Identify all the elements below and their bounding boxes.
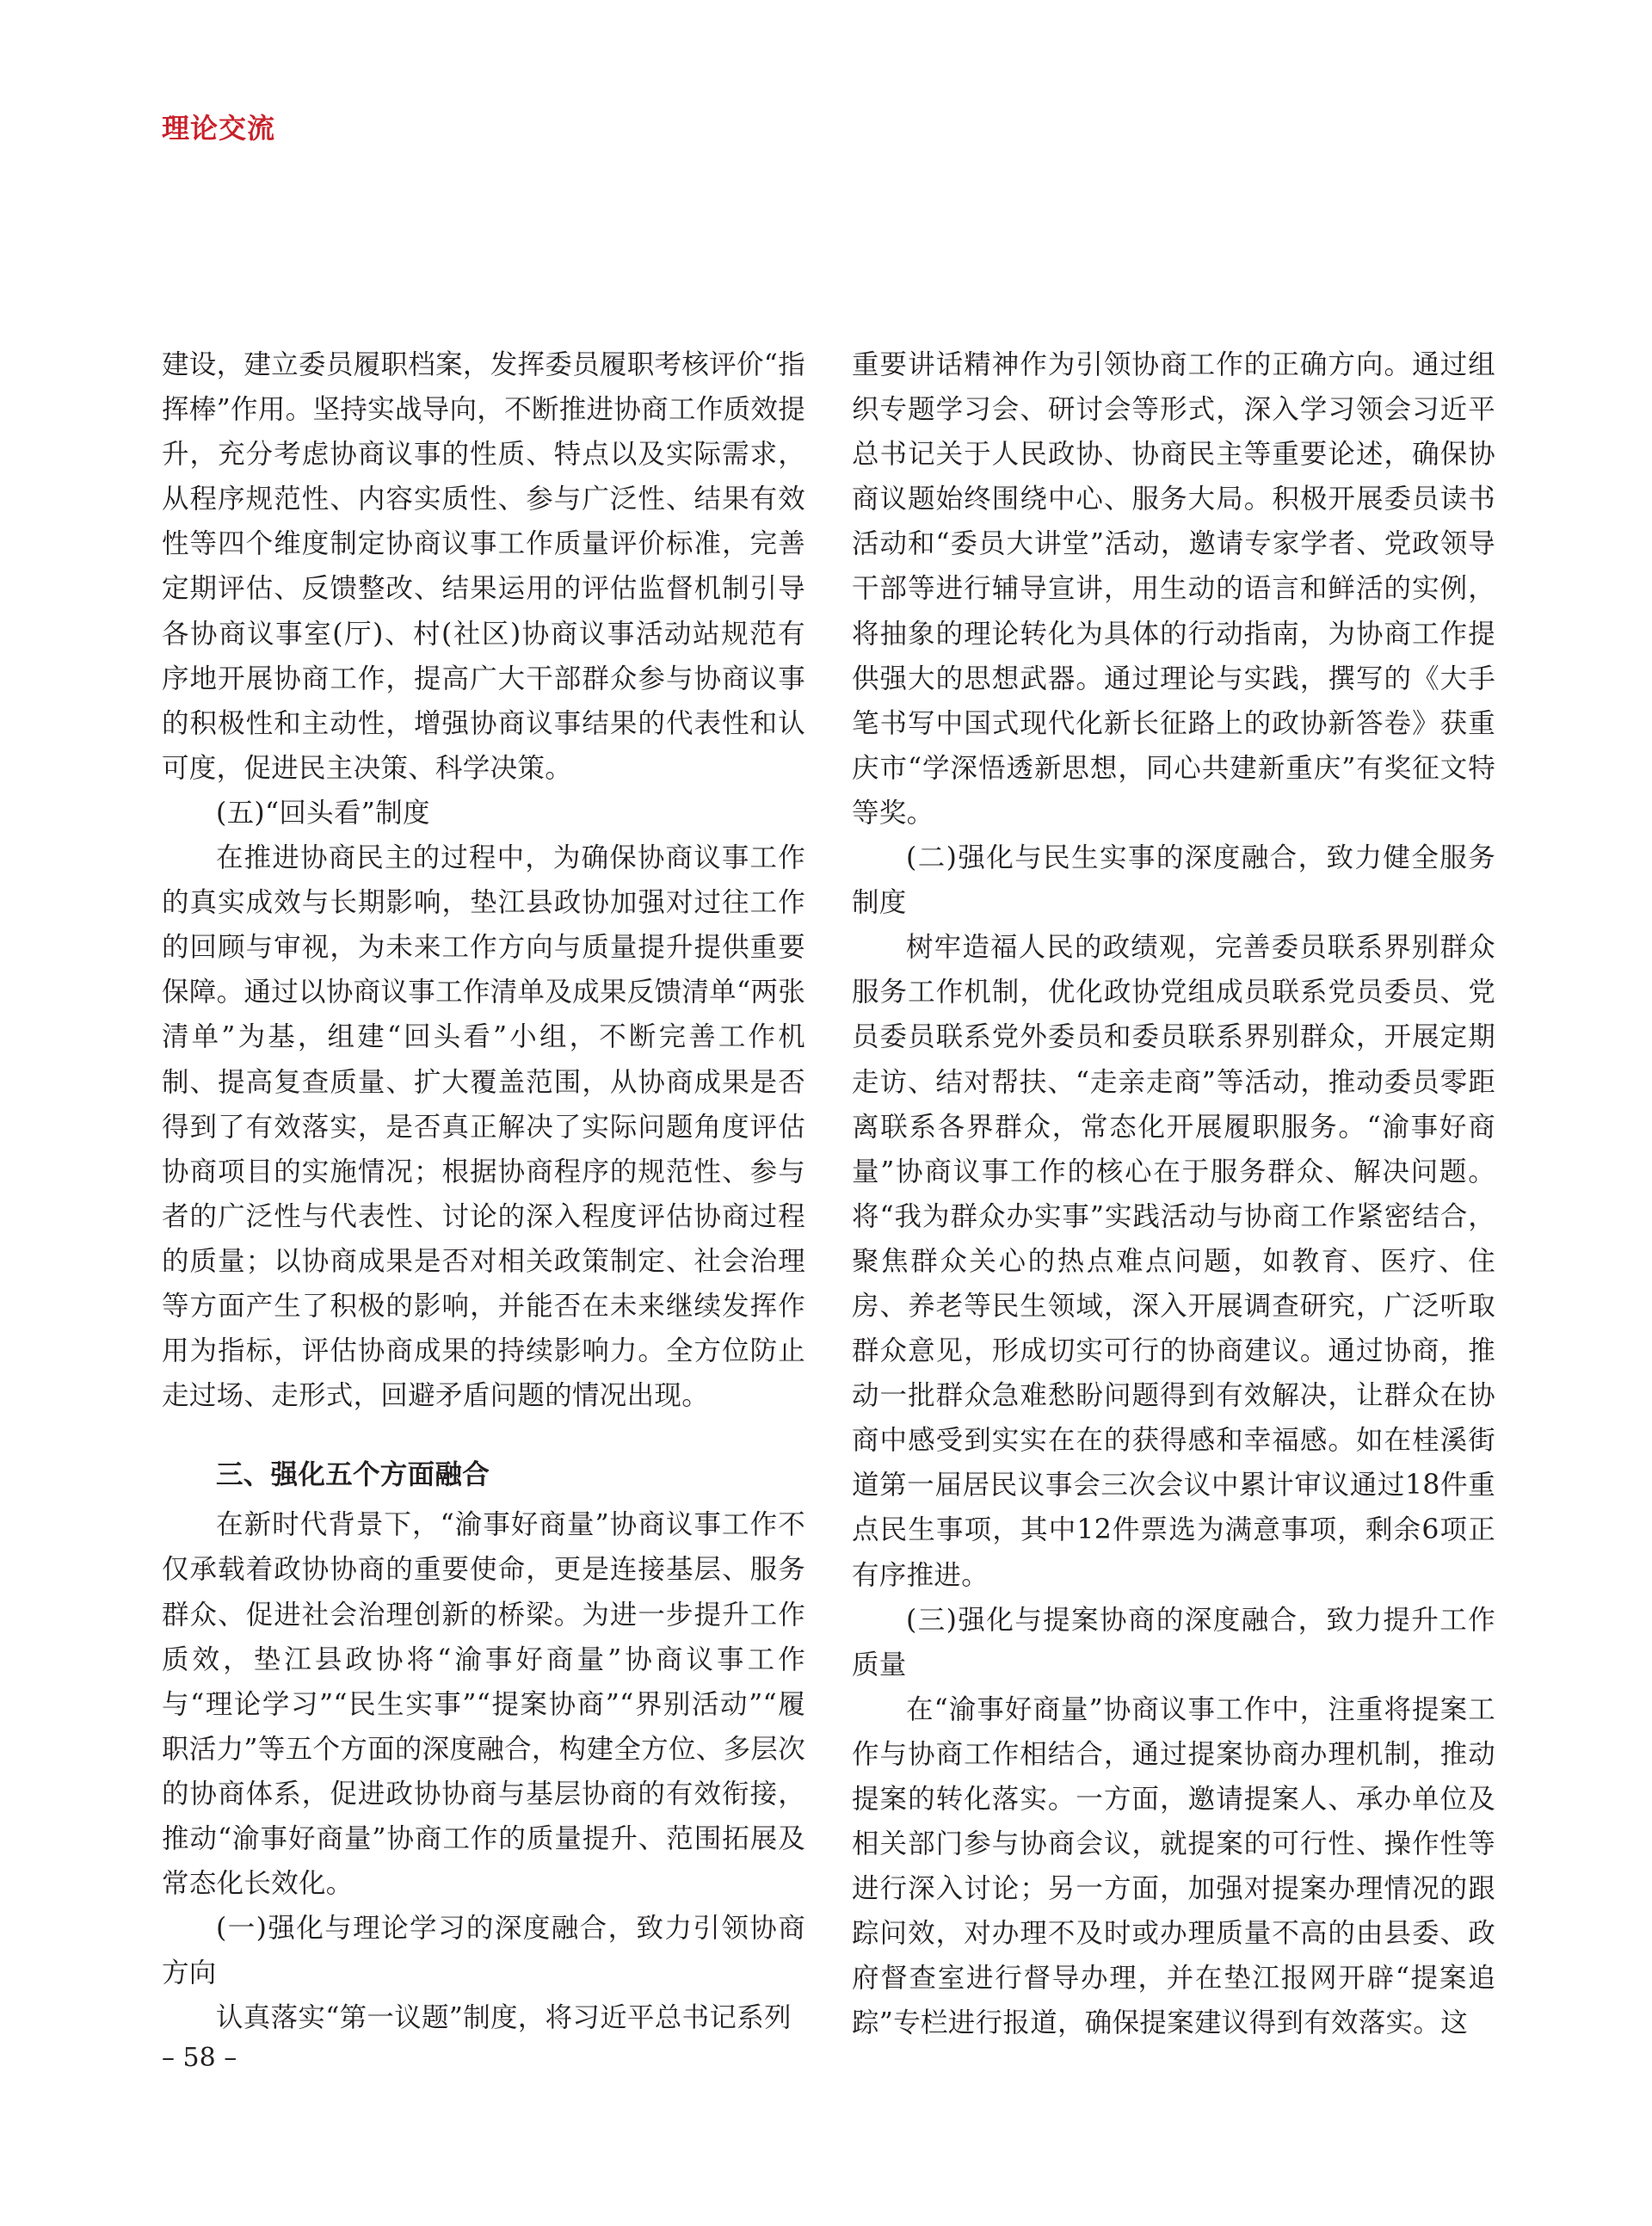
paragraph: 在推进协商民主的过程中，为确保协商议事工作的真实成效与长期影响，垫江县政协加强对过往工作的回顾与审视，为未来工作方向与质量提升提供重要保障。通过以协商议事工作清单及成果反馈清单“两张清单”为基，组建“回头看”小组，不断完善工作机制、提高复查质量、扩大覆盖范围，从协商成果是否得到了有效落实，是否真正解决了实际问题角度评估协商项目的实施情况；根据协商程序的规范性、参与者的广泛性与代表性、讨论的深入程度评估协商过程的质量；以协商成果是否对相关政策制定、社会治理等方面产生了积极的影响，并能否在未来继续发挥作用为指标，评估协商成果的持续影响力。全方位防止走过场、走形式，回避矛盾问题的情况出现。	[162, 842, 805, 1412]
subsection-heading: (五)“回头看”制度	[216, 797, 430, 829]
paragraph: 在“渝事好商量”协商议事工作中，注重将提案工作与协商工作相结合，通过提案协商办理机制，推动提案的转化落实。一方面，邀请提案人、承办单位及相关部门参与协商会议，就提案的可行性、操作性等进行深入讨论；另一方面，加强对提案办理情况的跟踪问效，对办理不及时或办理质量不高的由县委、政府督查室进行督导办理，并在垫江报网开辟“提案追踪”专栏进行报道，确保提案建议得到有效落实。这	[852, 1693, 1495, 2039]
paragraph: 认真落实“第一议题”制度，将习近平总书记系列	[216, 2002, 792, 2034]
subsection-heading: (三)强化与提案协商的深度融合，致力提升工作质量	[852, 1604, 1495, 1680]
left-column	[162, 342, 805, 2040]
section-heading: 三、强化五个方面融合	[216, 1459, 490, 1491]
subsection-heading: (一)强化与理论学习的深度融合，致力引领协商方向	[162, 1913, 805, 1989]
section-label: 理论交流	[162, 112, 276, 145]
paragraph: 重要讲话精神作为引领协商工作的正确方向。通过组织专题学习会、研讨会等形式，深入学习领会习近平总书记关于人民政协、协商民主等重要论述，确保协商议题始终围绕中心、服务大局。积极开展委员读书活动和“委员大讲堂”活动，邀请专家学者、党政领导干部等进行辅导宣讲，用生动的语言和鲜活的实例，将抽象的理论转化为具体的行动指南，为协商工作提供强大的思想武器。通过理论与实践，撰写的《大手笔书写中国式现代化新长征路上的政协新答卷》获重庆市“学深悟透新思想，同心共建新重庆”有奖征文特等奖。	[852, 349, 1495, 829]
paragraph: 建设，建立委员履职档案，发挥委员履职考核评价“指挥棒”作用。坚持实战导向，不断推进协商工作质效提升，充分考虑协商议事的性质、特点以及实际需求，从程序规范性、内容实质性、参与广泛性、结果有效性等四个维度制定协商议事工作质量评价标准，完善定期评估、反馈整改、结果运用的评估监督机制引导各协商议事室(厅)、村(社区)协商议事活动站规范有序地开展协商工作，提高广大干部群众参与协商议事的积极性和主动性，增强协商议事结果的代表性和认可度，促进民主决策、科学决策。	[162, 349, 805, 784]
paragraph: 在新时代背景下，“渝事好商量”协商议事工作不仅承载着政协协商的重要使命，更是连接基层、服务群众、促进社会治理创新的桥梁。为进一步提升工作质效，垫江县政协将“渝事好商量”协商议事工作与“理论学习”“民生实事”“提案协商”“界别活动”“履职活力”等五个方面的深度融合，构建全方位、多层次的协商体系，促进政协协商与基层协商的有效衔接，推动“渝事好商量”协商工作的质量提升、范围拓展及常态化长效化。	[162, 1509, 805, 1900]
subsection-heading: (二)强化与民生实事的深度融合，致力健全服务制度	[852, 842, 1495, 919]
page-number: – 58 –	[162, 2043, 237, 2073]
right-column	[852, 342, 1495, 2046]
paragraph: 树牢造福人民的政绩观，完善委员联系界别群众服务工作机制，优化政协党组成员联系党员委员、党员委员联系党外委员和委员联系界别群众，开展定期走访、结对帮扶、“走亲走商”等活动，推动委员零距离联系各界群众，常态化开展履职服务。“渝事好商量”协商议事工作的核心在于服务群众、解决问题。将“我为群众办实事”实践活动与协商工作紧密结合，聚焦群众关心的热点难点问题，如教育、医疗、住房、养老等民生领域，深入开展调查研究，广泛听取群众意见，形成切实可行的协商建议。通过协商，推动一批群众急难愁盼问题得到有效解决，让群众在协商中感受到实实在在的获得感和幸福感。如在桂溪街道第一届居民议事会三次会议中累计审议通过18件重点民生事项，其中12件票选为满意事项，剩余6项正有序推进。	[852, 932, 1495, 1591]
